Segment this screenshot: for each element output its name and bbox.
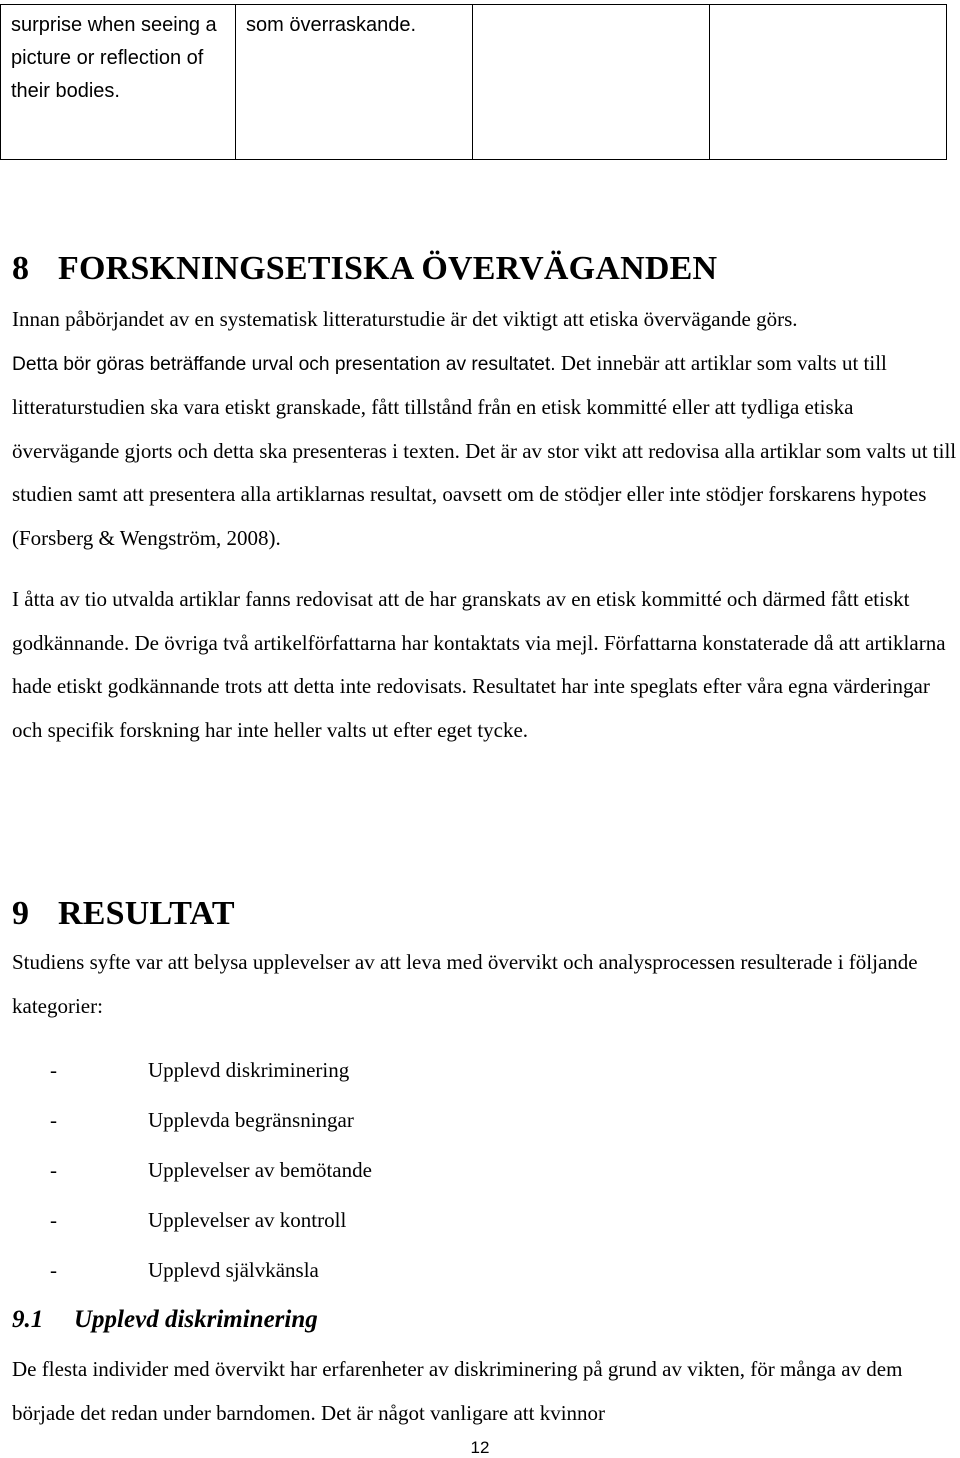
discrimination-paragraph: De flesta individer med övervikt har erfarenheter av diskriminering på grund av vikten, för många av dem började det redan under barndomen. Det är något vanligare att kvinnor xyxy=(12,1357,903,1425)
table-cell xyxy=(473,5,710,160)
list-item: - Upplevelser av kontroll xyxy=(50,1208,347,1232)
subsection-9-1-heading xyxy=(12,1306,318,1334)
table-cell: som överraskande. xyxy=(236,5,473,160)
table-cell: surprise when seeing a picture or reflection of their bodies. xyxy=(1,5,236,160)
section-title: FORSKNINGSETISKA ÖVERVÄGANDEN xyxy=(58,250,718,287)
subsection-number: 9.1 xyxy=(12,1306,44,1333)
ethics-sentence-1: Innan påbörjandet av en systematisk litteraturstudie är det viktigt att etiska övervägande görs. xyxy=(12,307,798,331)
subsection-title: Upplevd diskriminering xyxy=(74,1306,318,1333)
table-row xyxy=(1,5,947,160)
page-number: 12 xyxy=(470,1438,490,1457)
section-title: RESULTAT xyxy=(58,895,235,932)
ethics-review-paragraph: I åtta av tio utvalda artiklar fanns redovisat att de har granskats av en etisk kommitté och därmed fått etiskt godkännande. De övriga två artikelförfattarna har kontaktats via mejl. Författarna konstaterade då att artiklarna hade etiskt godkännande trots att detta inte redovisats. Resultatet har inte speglats efter våra egna värderingar och specifik forskning har inte heller valts ut efter eget tycke. xyxy=(12,587,946,742)
section-number: 8 xyxy=(12,250,30,287)
list-item: - Upplevda begränsningar xyxy=(50,1108,354,1132)
section-9-heading xyxy=(12,895,235,933)
table-cell xyxy=(710,5,947,160)
ethics-paragraph xyxy=(12,298,960,560)
list-item: - Upplevd diskriminering xyxy=(50,1058,350,1082)
list-item: - Upplevelser av bemötande xyxy=(50,1158,372,1182)
ethics-sentence-2: Detta bör göras beträffande urval och presentation av resultatet. xyxy=(12,353,556,375)
section-8-heading xyxy=(12,250,717,288)
ethics-rest: Det innebär att artiklar som valts ut till litteraturstudien ska vara etiskt granskade, fått tillstånd från en etisk kommitté eller att tydliga etiska övervägande gjorts och detta ska presenteras i texten. Det är av stor vikt att redovisa alla artiklar som valts ut till studien samt att presentera alla artiklarnas resultat, oavsett om de stödjer eller inte stödjer forskarens hypotes (Forsberg & Wengström, 2008). xyxy=(12,350,957,550)
section-number: 9 xyxy=(12,895,30,932)
list-item: - Upplevd självkänsla xyxy=(50,1258,319,1282)
continued-table xyxy=(0,4,947,160)
category-list xyxy=(50,1048,372,1298)
results-intro: Studiens syfte var att belysa upplevelser av att leva med övervikt och analysprocessen resulterade i följande kategorier: xyxy=(12,950,918,1018)
